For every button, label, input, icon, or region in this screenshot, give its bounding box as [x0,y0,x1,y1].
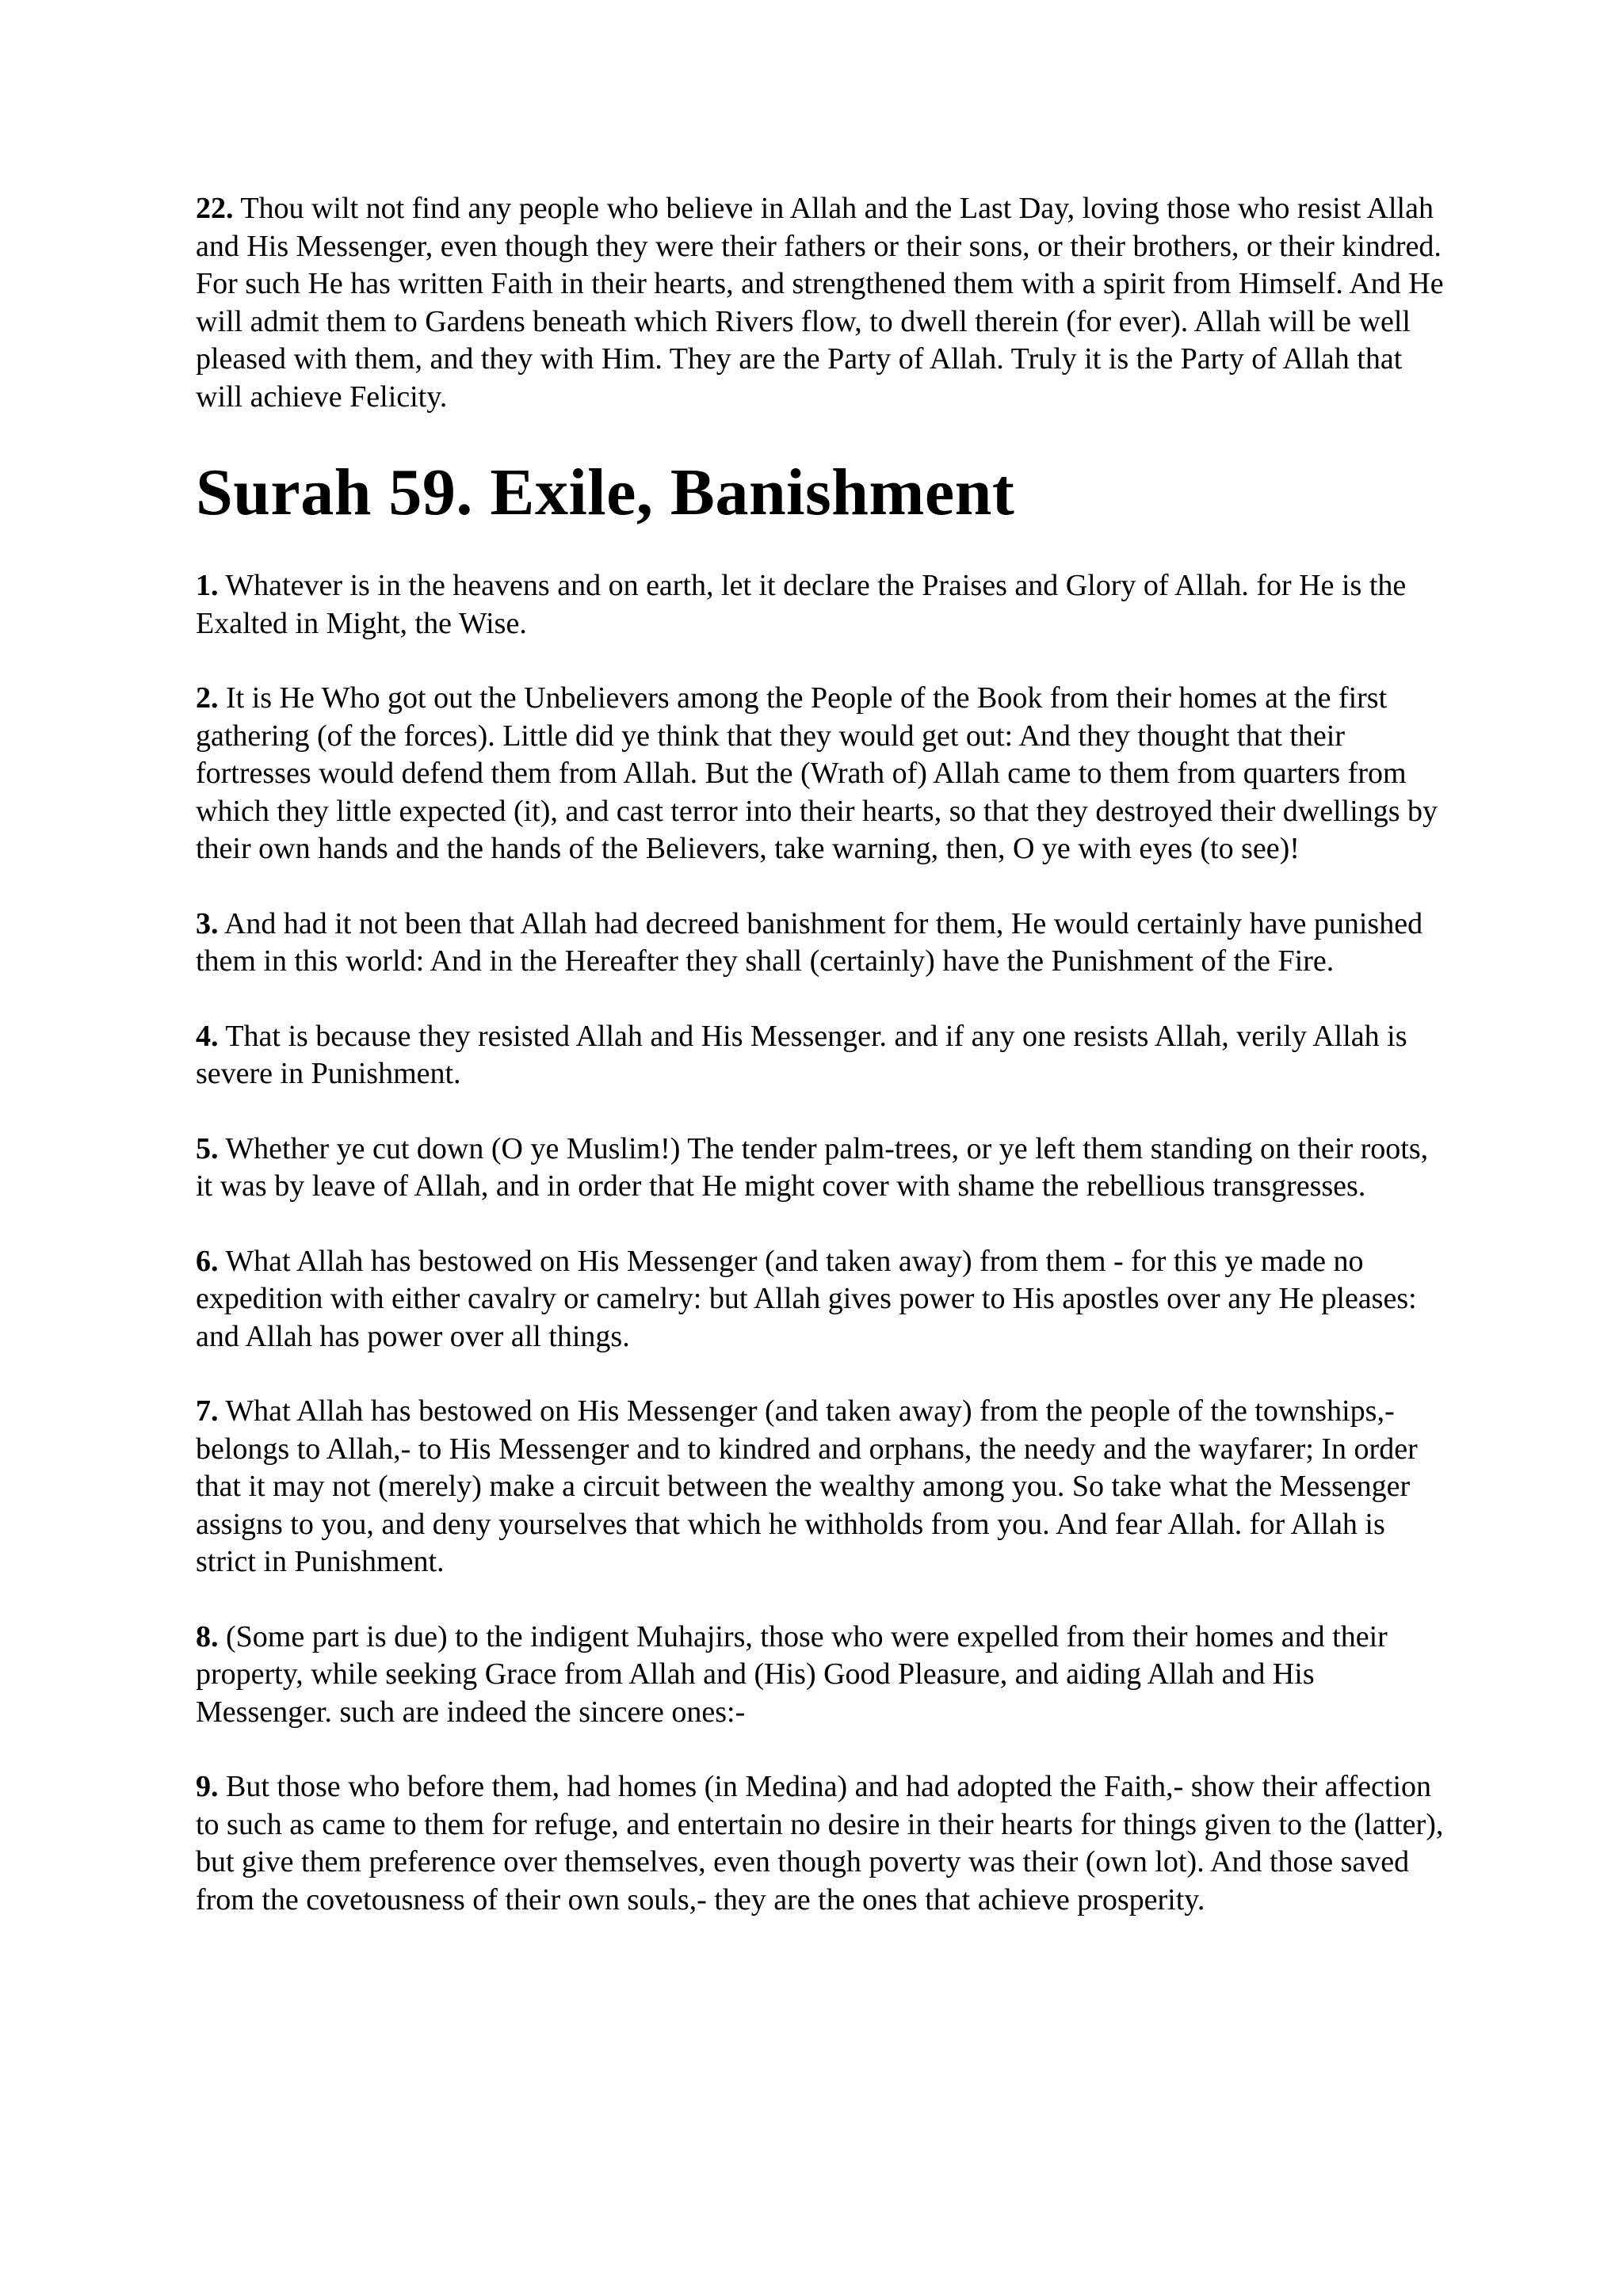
verse-text: That is because they resisted Allah and His Messenger. and if any one resists Allah, verily Allah is severe in Punishment. [196,1019,1407,1090]
verse-8 [196,1619,1448,1732]
verse-text: Whatever is in the heavens and on earth, let it declare the Praises and Glory of Allah. for He is the Exalted in Might, the Wise. [196,569,1407,640]
verse-number: 2. [196,681,219,715]
verse-number: 3. [196,906,219,940]
verse-text: What Allah has bestowed on His Messenger (and taken away) from the people of the townships,- belongs to Allah,- to His Messenger and to kindred and orphans, the needy and the wayfarer; In order that it may not (merely) make a circuit between the wealthy among you. So take what the Messenger assigns to you, and deny yourselves that which he withholds from you. And fear Allah. for Allah is strict in Punishment. [196,1394,1418,1578]
verse-text: Thou wilt not find any people who believe in Allah and the Last Day, loving those who resist Allah and His Messenger, even though they were their fathers or their sons, or their brothers, or their kindred. For such He has written Faith in their hearts, and strengthened them with a spirit from Himself. And He will admit them to Gardens beneath which Rivers flow, to dwell therein (for ever). Allah will be well pleased with them, and they with Him. They are the Party of Allah. Truly it is the Party of Allah that will achieve Felicity. [196,192,1444,414]
verse-text: (Some part is due) to the indigent Muhajirs, those who were expelled from their homes and their property, while seeking Grace from Allah and (His) Good Pleasure, and aiding Allah and His Messenger. such are indeed the sincere ones:- [196,1619,1388,1729]
verse-5 [196,1131,1448,1206]
surah-title: Surah 59. Exile, Banishment [196,456,1015,529]
verse-text: It is He Who got out the Unbelievers among the People of the Book from their homes at the first gathering (of the forces). Little did ye think that they would get out: And they thought that their fortresses would defend them from Allah. But the (Wrath of) Allah came to them from quarters from which they little expected (it), and cast terror into their hearts, so that they destroyed their dwellings by their own hands and the hands of the Believers, take warning, then, O ye with eyes (to see)! [196,681,1438,865]
verse-number: 22. [196,192,234,225]
verse-1 [196,567,1448,643]
verse-22 [196,190,1448,416]
verse-3 [196,906,1448,981]
verse-number: 1. [196,569,219,602]
verse-6 [196,1243,1448,1356]
verse-7 [196,1393,1448,1581]
verse-text: Whether ye cut down (O ye Muslim!) The tender palm-trees, or ye left them standing on their roots, it was by leave of Allah, and in order that He might cover with shame the rebellious transgresses. [196,1131,1429,1203]
verse-text: But those who before them, had homes (in Medina) and had adopted the Faith,- show their affection to such as came to them for refuge, and entertain no desire in their hearts for things given to the (latter), but give them preference over themselves, even though poverty was their (own lot). And those saved from the covetousness of their own souls,- they are the ones that achieve prosperity. [196,1770,1444,1917]
verse-number: 6. [196,1244,219,1278]
verse-text: What Allah has bestowed on His Messenger (and taken away) from them - for this ye made no expedition with either cavalry or camelry: but Allah gives power to His apostles over any He pleases: and Allah has power over all things. [196,1244,1417,1353]
verse-number: 7. [196,1394,219,1428]
verse-number: 8. [196,1619,219,1653]
verse-number: 4. [196,1019,219,1053]
verse-text: And had it not been that Allah had decreed banishment for them, He would certainly have punished them in this world: And in the Hereafter they shall (certainly) have the Punishment of the Fire. [196,906,1423,978]
document-page [196,190,1448,1956]
verse-number: 9. [196,1770,219,1803]
verse-2 [196,680,1448,868]
verse-4 [196,1018,1448,1093]
verse-9 [196,1768,1448,1919]
verse-number: 5. [196,1131,219,1165]
